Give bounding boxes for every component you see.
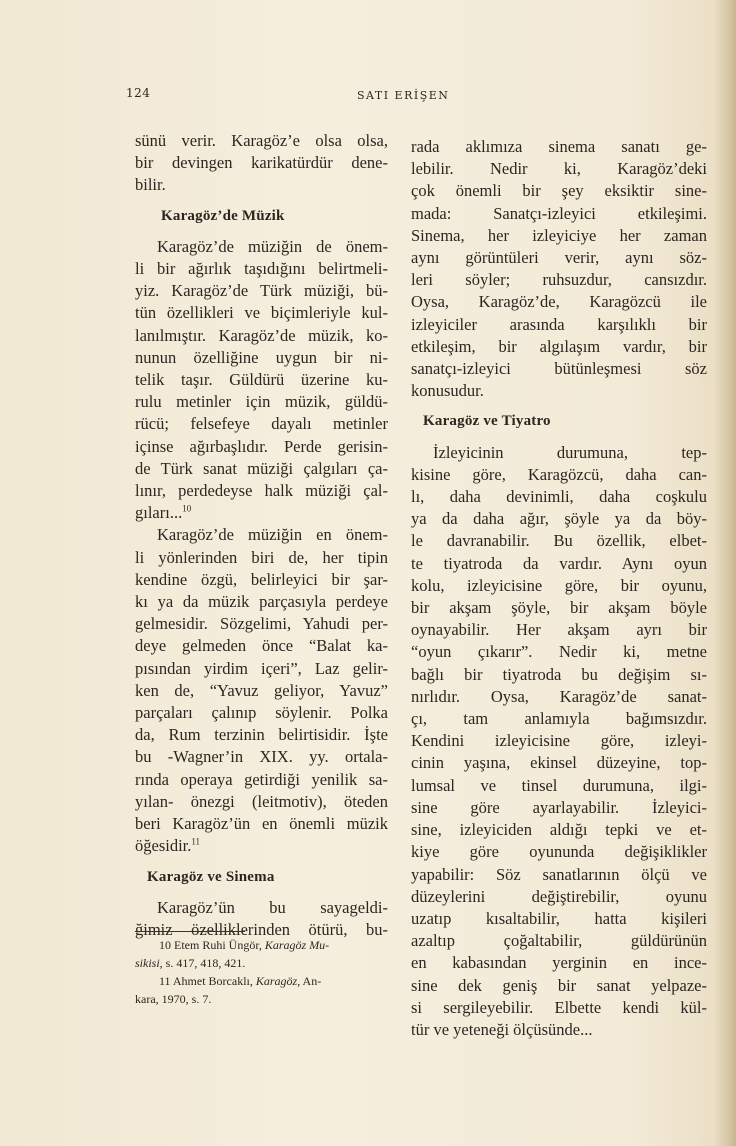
- text-line: çok önemli bir şey eksiktir sine-: [411, 181, 707, 201]
- text-line: kolu, izleyicisine göre, bir oyunu,: [411, 575, 707, 595]
- text-line: konusudur.: [411, 381, 484, 401]
- text-line: sine göre ayarlayabilir. İzleyici-: [411, 797, 707, 817]
- text-line: kisine göre, Karagözcü, daha can-: [411, 464, 707, 484]
- left-paragraph-2: [135, 236, 388, 525]
- footnote-ref-10: 10: [182, 503, 192, 514]
- text-line: lınır, perdedeyse halk müziği çal-: [135, 481, 388, 501]
- text-line: yiz. Karagöz’de Türk müziği, bü-: [135, 281, 388, 301]
- section-heading-tiyatro: Karagöz ve Tiyatro: [423, 413, 551, 430]
- text-line: kendine özgü, belirleyici bir şar-: [135, 569, 388, 589]
- text-line: tün özellikleri ve biçimleriyle kul-: [135, 303, 388, 323]
- text-line: bu -Wagner’in XIX. yy. ortala-: [135, 747, 388, 767]
- text-line: uzatıp kısaltabilir, hatta kişileri: [411, 908, 707, 928]
- text-line: rada aklımıza sinema sanatı ge-: [411, 137, 707, 156]
- text-line: te tiyatroda da vardır. Aynı oyun: [411, 553, 707, 573]
- section-heading-sinema: Karagöz ve Sinema: [147, 868, 275, 885]
- text-line: de Türk sanat müziği çalgıları ça-: [135, 458, 388, 478]
- text-line: kı ya da müzik parçasıyla perdeye: [135, 592, 388, 612]
- text-line: cinin yaşına, ekinsel düzeyine, top-: [411, 753, 707, 773]
- text-line: rulu metinler için müzik, güldü-: [135, 392, 388, 412]
- text-line: bir devingen karikatürdür dene-: [135, 153, 388, 173]
- left-paragraph-3: [135, 524, 388, 857]
- text-line: kiye göre oyununda değişiklikler: [411, 842, 707, 862]
- text-line: ğimiz özelliklerinden ötürü, bu-: [135, 919, 388, 939]
- right-paragraph-1: [411, 136, 707, 402]
- text-line: sine, izleyiciden aldığı tepki ve et-: [411, 820, 707, 840]
- footnote-text: , An-: [297, 974, 322, 988]
- text-line: telik taşır. Güldürü üzerine ku-: [135, 370, 388, 390]
- text-line: lı, daha devinimli, daha coşkulu: [411, 487, 707, 507]
- left-paragraph-4: [135, 897, 388, 941]
- text-line: lanılmıştır. Karagöz’de müzik, ko-: [135, 325, 388, 345]
- text-line: çı, tam anlamıyla bağımsızdır.: [411, 709, 707, 729]
- text-line: azaltıp çoğaltabilir, güldürünün: [411, 931, 707, 951]
- text-line: nırlıdır. Oysa, Karagöz’de sanat-: [411, 686, 707, 706]
- text-line: yılan- önezgi (leitmotiv), öteden: [135, 791, 388, 811]
- text-line: Kendini izleyicisine göre, izleyi-: [411, 731, 707, 751]
- text-line: İzleyicinin durumuna, tep-: [433, 442, 707, 462]
- text-line: aynı görüntüleri verir, aynı söz-: [411, 248, 707, 268]
- text-line: izleyiciler arasında karşılıklı bir: [411, 314, 707, 334]
- footnote-ref-11: 11: [191, 836, 201, 847]
- text-line: rında operaya getirdiği yenilik sa-: [135, 769, 388, 789]
- footnote-text: , s. 417, 418, 421.: [159, 956, 246, 970]
- footnote-title: Karagöz: [255, 974, 298, 988]
- section-heading-muzik: Karagöz’de Müzik: [161, 207, 285, 224]
- footnote-10: [135, 936, 390, 972]
- text-line: si sergileyebilir. Elbette kendi kül-: [411, 997, 707, 1017]
- text-line-with-note: [135, 502, 388, 524]
- text-line: etkileşim, bir algılaşım vardır, bir: [411, 336, 707, 356]
- text-line: sünü verir. Karagöz’e olsa olsa,: [135, 131, 388, 150]
- page-number: 124: [126, 86, 151, 100]
- footnote-text: 10 Etem Ruhi Üngör,: [159, 938, 265, 952]
- left-paragraph-1: [135, 130, 388, 197]
- text-line: Sinema, her izleyiciye her zaman: [411, 225, 707, 245]
- text-line: sanatçı-izleyici bütünleşmesi söz: [411, 359, 707, 379]
- footnote-title: sikisi: [135, 956, 160, 970]
- text-line: ya da daha ağır, şöyle ya da böy-: [411, 509, 707, 529]
- running-head: SATI ERİŞEN: [357, 89, 450, 102]
- page-edge-shadow: [714, 0, 736, 1146]
- footnote-title: Karagöz Mu-: [264, 938, 330, 952]
- footnote-rule: [135, 931, 245, 932]
- text-line: nunun özelliğine uygun bir ni-: [135, 347, 388, 367]
- text-line: Karagöz’ün bu sayageldi-: [157, 897, 388, 917]
- text-fragment: gıları...: [135, 503, 183, 523]
- text-line: li yönlerinden biri de, her tipin: [135, 547, 388, 567]
- left-column: [135, 130, 388, 941]
- text-line: lumsal ve tinsel durumuna, ilgi-: [411, 775, 707, 795]
- text-line: Oysa, Karagöz’de, Karagözcü ile: [411, 292, 707, 312]
- text-line: le davranabilir. Bu özellik, elbet-: [411, 531, 707, 551]
- text-line: sine dek geniş bir sanat yelpaze-: [411, 975, 707, 995]
- text-line: oynayabilir. Her akşam ayrı bir: [411, 620, 707, 640]
- text-line: mada: Sanatçı-izleyici etkileşimi.: [411, 203, 707, 223]
- text-line: Karagöz’de müziğin en önem-: [157, 525, 388, 545]
- right-paragraph-2: [411, 442, 707, 1041]
- text-line: lebilir. Nedir ki, Karagöz’deki: [411, 159, 707, 179]
- footnotes: [135, 936, 390, 1008]
- footnote-text: kara, 1970, s. 7.: [135, 992, 212, 1006]
- text-line: bir akşam şöyle, bir akşam böyle: [411, 598, 707, 618]
- text-line: parçaları çalınıp söylenir. Polka: [135, 703, 388, 723]
- text-line: en kabasından yerginin en ince-: [411, 953, 707, 973]
- text-line: ken de, “Yavuz geliyor, Yavuz”: [135, 680, 388, 700]
- text-line: pısından yirdim içeri”, Laz gelir-: [135, 658, 388, 678]
- text-line: yapabilir: Söz sanatlarının ölçü ve: [411, 864, 707, 884]
- text-line: deye gelmeden önce “Balat ka-: [135, 636, 388, 656]
- footnote-11: [135, 972, 390, 1008]
- text-line: leri söyler; ruhsuzdur, cansızdır.: [411, 270, 707, 290]
- text-line: da, Rum terzinin belirtisidir. İşte: [135, 725, 388, 745]
- text-fragment: öğesidir.: [135, 836, 192, 856]
- text-line: Karagöz’de müziğin de önem-: [157, 236, 388, 256]
- text-line: bilir.: [135, 175, 166, 195]
- text-line: rücü; felsefeye dayalı metinler: [135, 414, 388, 434]
- text-line-with-note: [135, 835, 388, 857]
- text-line: li bir ağırlık taşıdığını belirtmeli-: [135, 259, 388, 279]
- text-line: “oyun çıkarır”. Nedir ki, metne: [411, 642, 707, 662]
- text-line: bağlı bir tiyatroda bu değişim sı-: [411, 664, 707, 684]
- text-line: tür ve yeteneği ölçüsünde...: [411, 1019, 593, 1039]
- footnote-text: 11 Ahmet Borcaklı,: [159, 974, 256, 988]
- text-line: düzeylerini değiştirebilir, oyunu: [411, 886, 707, 906]
- text-line: içinse ağırbaşlıdır. Perde gerisin-: [135, 436, 388, 456]
- right-column: [411, 136, 707, 1041]
- text-line: gelmesidir. Sözgelimi, Yahudi per-: [135, 614, 388, 634]
- text-line: beri Karagöz’ün en önemli müzik: [135, 814, 388, 834]
